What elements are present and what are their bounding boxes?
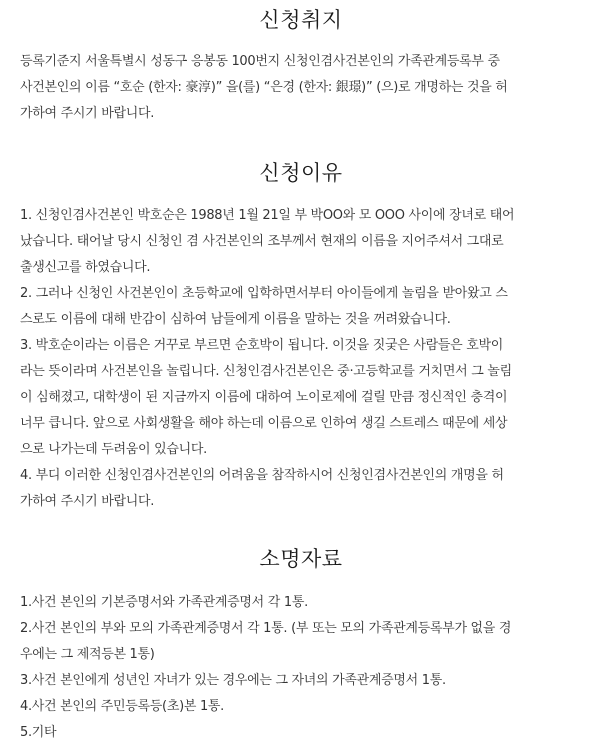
list-item: 3.사건 본인에게 성년인 자녀가 있는 경우에는 그 자녀의 가족관계증명서 1통. xyxy=(20,673,446,688)
section-title-intent: 신청취지 xyxy=(259,8,343,32)
text-line: 가하여 주시기 바랍니다. xyxy=(20,106,155,121)
text-line: 1. 신청인겸사건본인 박호순은 1988년 1월 21일 부 박OO와 모 OOO 사이에 장녀로 태어 xyxy=(20,208,515,223)
list-item: 2.사건 본인의 부와 모의 가족관계증명서 각 1통. (부 또는 모의 가족관계등록부가 없을 경 xyxy=(20,621,512,636)
text-line: 3. 박호순이라는 이름은 거꾸로 부르면 순호박이 됩니다. 이것을 짓궂은 사람들은 호박이 xyxy=(20,338,503,353)
text-line: 4. 부디 이러한 신청인겸사건본인의 어려움을 참작하시어 신청인겸사건본인의 개명을 허 xyxy=(20,468,504,483)
text-line: 사건본인의 이름 “호순 (한자: 豪淳)” 을(를) “은경 (한자: 銀璟)” (으)로 개명하는 것을 허 xyxy=(20,80,508,95)
materials-list xyxy=(20,590,592,746)
list-item: 5.기타 xyxy=(20,725,57,740)
text-line: 2. 그러나 신청인 사건본인이 초등학교에 입학하면서부터 아이들에게 놀림을 받아왔고 스 xyxy=(20,286,508,301)
text-line: 으로 나가는데 두려움이 있습니다. xyxy=(20,442,207,457)
intent-paragraph xyxy=(20,49,592,127)
section-title-reasons: 신청이유 xyxy=(259,161,343,185)
list-item: 우에는 그 제적등본 1통) xyxy=(20,647,155,662)
section-title-materials: 소명자료 xyxy=(259,547,343,571)
text-line: 출생신고를 하였습니다. xyxy=(20,260,151,275)
text-line: 라는 뜻이라며 사건본인을 놀립니다. 신청인겸사건본인은 중·고등학교를 거치면서 그 놀림 xyxy=(20,364,512,379)
text-line: 등록기준지 서울특별시 성동구 응봉동 100번지 신청인겸사건본인의 가족관계등록부 중 xyxy=(20,54,500,69)
text-line: 이 심해졌고, 대학생이 된 지금까지 이름에 대하여 노이로제에 걸릴 만큼 정신적인 충격이 xyxy=(20,390,508,405)
text-line: 스로도 이름에 대해 반감이 심하여 남들에게 이름을 말하는 것을 꺼려왔습니다. xyxy=(20,312,451,327)
text-line: 가하여 주시기 바랍니다. xyxy=(20,494,155,509)
text-line: 너무 큽니다. 앞으로 사회생활을 해야 하는데 이름으로 인하여 생길 스트레스 때문에 세상 xyxy=(20,416,508,431)
list-item: 1.사건 본인의 기본증명서와 가족관계증명서 각 1통. xyxy=(20,595,308,610)
list-item: 4.사건 본인의 주민등록등(초)본 1통. xyxy=(20,699,225,714)
text-line: 났습니다. 태어날 당시 신청인 겸 사건본인의 조부께서 현재의 이름을 지어주셔서 그대로 xyxy=(20,234,504,249)
reasons-paragraph xyxy=(20,203,592,515)
